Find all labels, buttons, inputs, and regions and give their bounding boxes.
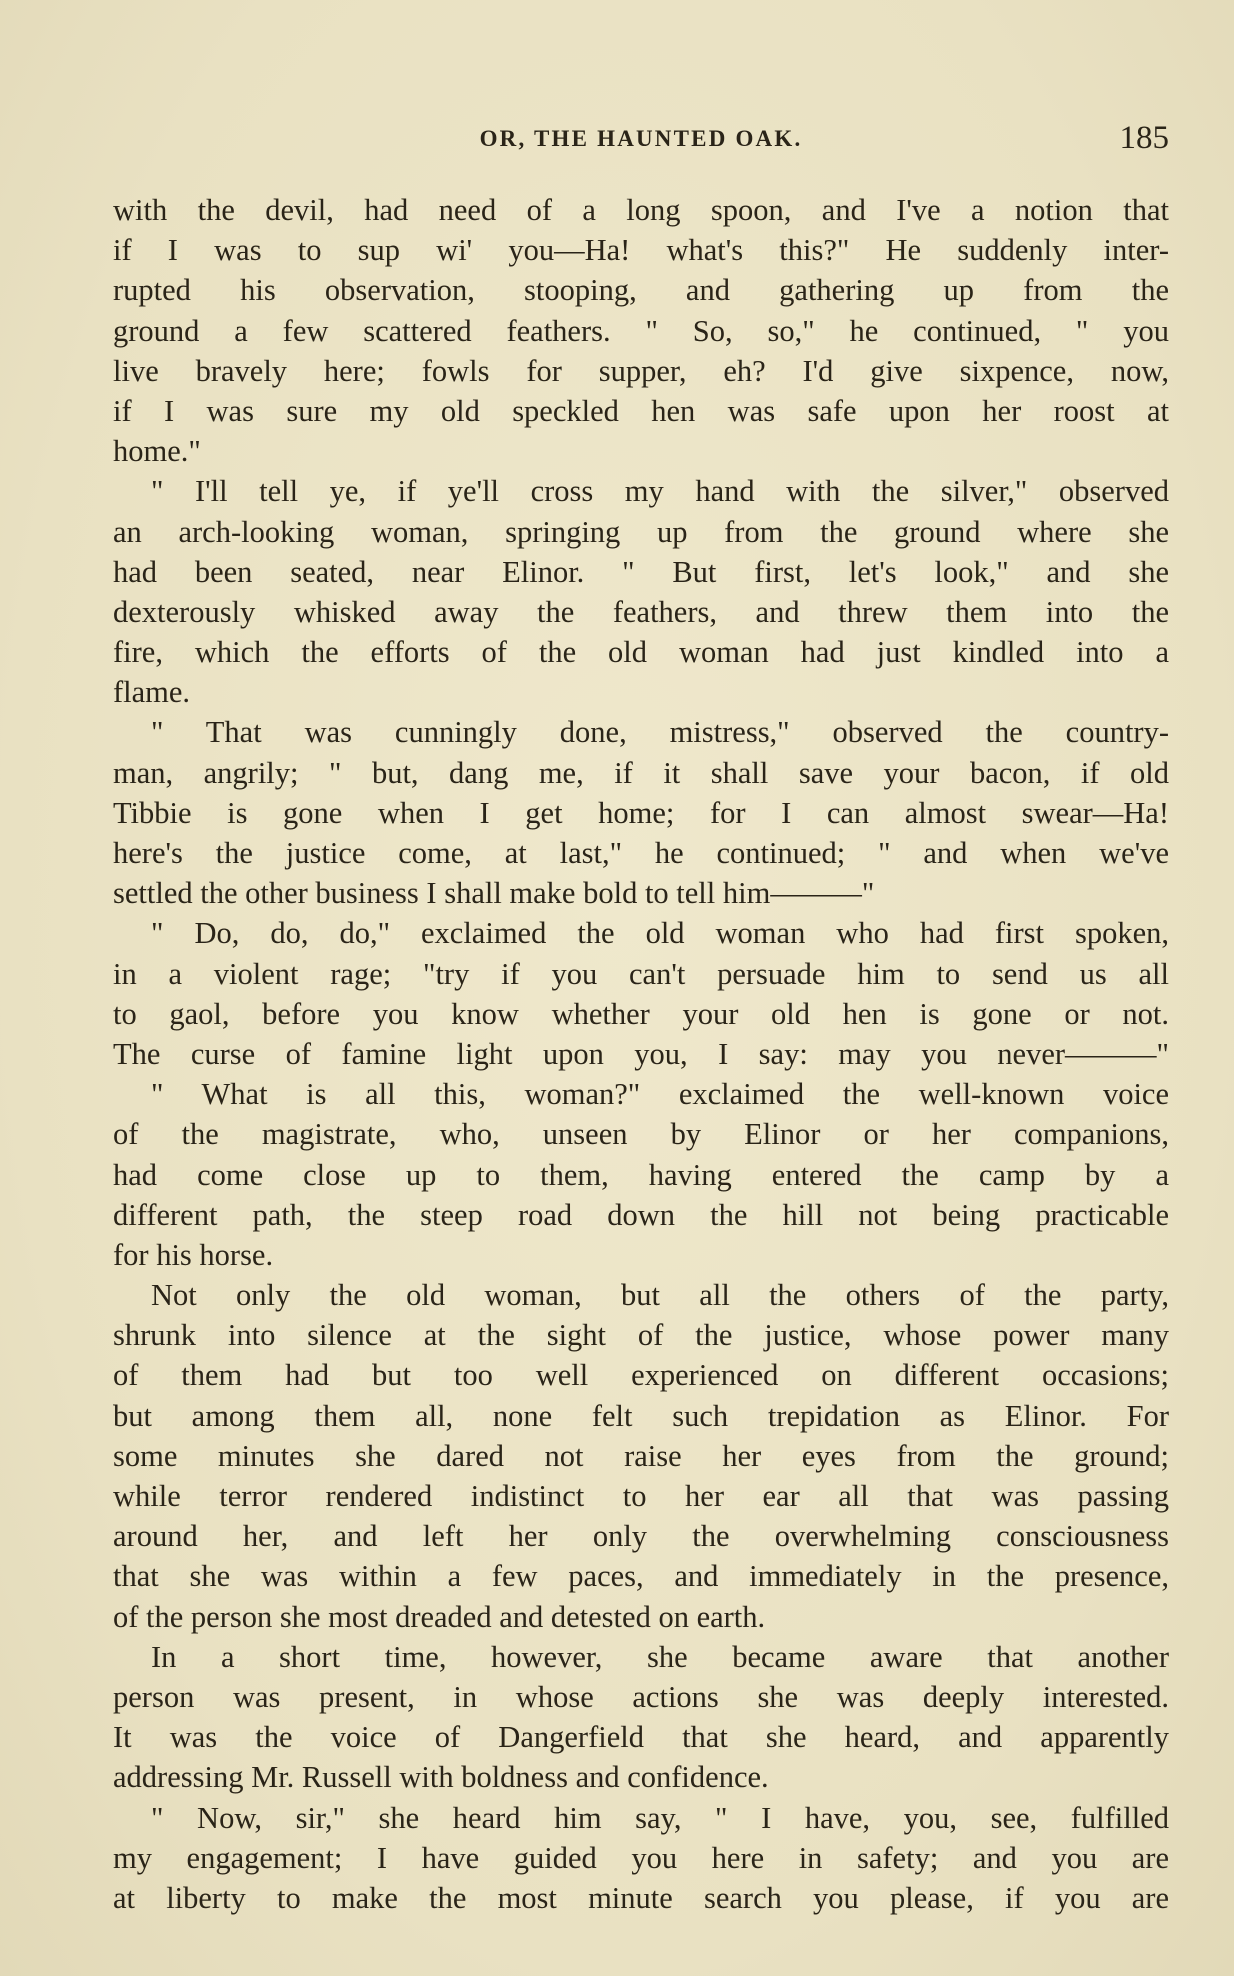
text-line: ground a few scattered feathers. " So, so," he continued, " you: [113, 313, 1169, 348]
text-line: It was the voice of Dangerfield that she heard, and apparently: [113, 1720, 1169, 1755]
text-line: dexterously whisked away the feathers, and threw them into the: [113, 594, 1169, 629]
text-line: In a short time, however, she became aware that another: [151, 1639, 1169, 1674]
running-head: [113, 120, 1169, 164]
text-line: to gaol, before you know whether your old hen is gone or not.: [113, 996, 1169, 1031]
text-line: in a violent rage; "try if you can't persuade him to send us all: [113, 956, 1169, 991]
text-line: had come close up to them, having entered the camp by a: [113, 1157, 1169, 1192]
text-line: addressing Mr. Russell with boldness and confidence.: [113, 1760, 769, 1795]
text-line: flame.: [113, 675, 191, 710]
text-line: at liberty to make the most minute search you please, if you are: [113, 1880, 1169, 1915]
text-line: man, angrily; " but, dang me, if it shall save your bacon, if old: [113, 755, 1169, 790]
text-line: if I was sure my old speckled hen was safe upon her roost at: [113, 393, 1169, 428]
text-line: Tibbie is gone when I get home; for I can almost swear—Ha!: [113, 795, 1169, 830]
text-line: an arch-looking woman, springing up from the ground where she: [113, 514, 1169, 549]
text-line: " Do, do, do," exclaimed the old woman who had first spoken,: [151, 916, 1169, 951]
text-line: some minutes she dared not raise her eyes from the ground;: [113, 1438, 1169, 1473]
text-line: with the devil, had need of a long spoon, and I've a notion that: [113, 193, 1169, 227]
text-line: The curse of famine light upon you, I say: may you never———": [113, 1036, 1169, 1071]
text-line: for his horse.: [113, 1237, 274, 1272]
text-line: that she was within a few paces, and immediately in the presence,: [113, 1559, 1169, 1594]
text-line: different path, the steep road down the hill not being practicable: [113, 1197, 1169, 1232]
text-line: " What is all this, woman?" exclaimed the well-known voice: [151, 1077, 1169, 1112]
text-line: but among them all, none felt such trepidation as Elinor. For: [113, 1398, 1169, 1433]
text-line: person was present, in whose actions she was deeply interested.: [113, 1679, 1169, 1714]
text-line: " That was cunningly done, mistress," observed the country-: [151, 715, 1169, 750]
text-line: my engagement; I have guided you here in safety; and you are: [113, 1840, 1169, 1875]
text-line: around her, and left her only the overwhelming consciousness: [113, 1519, 1169, 1554]
text-line: of the person she most dreaded and detested on earth.: [113, 1599, 766, 1634]
page-number: 185: [1119, 120, 1169, 156]
text-line: fire, which the efforts of the old woman had just kindled into a: [113, 635, 1169, 670]
body-text: [113, 190, 1169, 1918]
text-line: Not only the old woman, but all the others of the party,: [151, 1278, 1169, 1313]
text-line: home.": [113, 434, 201, 469]
text-line: here's the justice come, at last," he continued; " and when we've: [113, 836, 1169, 870]
text-line: had been seated, near Elinor. " But first, let's look," and she: [113, 554, 1169, 589]
text-line: " I'll tell ye, if ye'll cross my hand with the silver," observed: [151, 474, 1169, 509]
text-line: live bravely here; fowls for supper, eh? I'd give sixpence, now,: [113, 353, 1169, 388]
text-line: " Now, sir," she heard him say, " I have, you, see, fulfilled: [151, 1800, 1169, 1835]
text-line: of them had but too well experienced on different occasions;: [113, 1358, 1169, 1393]
text-line: if I was to sup wi' you—Ha! what's this?" He suddenly inter-: [113, 233, 1169, 268]
text-line: of the magistrate, who, unseen by Elinor or her companions,: [113, 1117, 1169, 1152]
text-line: shrunk into silence at the sight of the justice, whose power many: [113, 1318, 1169, 1353]
text-line: settled the other business I shall make bold to tell him———": [113, 876, 875, 911]
text-line: rupted his observation, stooping, and gathering up from the: [113, 273, 1169, 308]
text-line: while terror rendered indistinct to her ear all that was passing: [113, 1479, 1169, 1513]
running-title: OR, THE HAUNTED OAK.: [479, 126, 803, 151]
